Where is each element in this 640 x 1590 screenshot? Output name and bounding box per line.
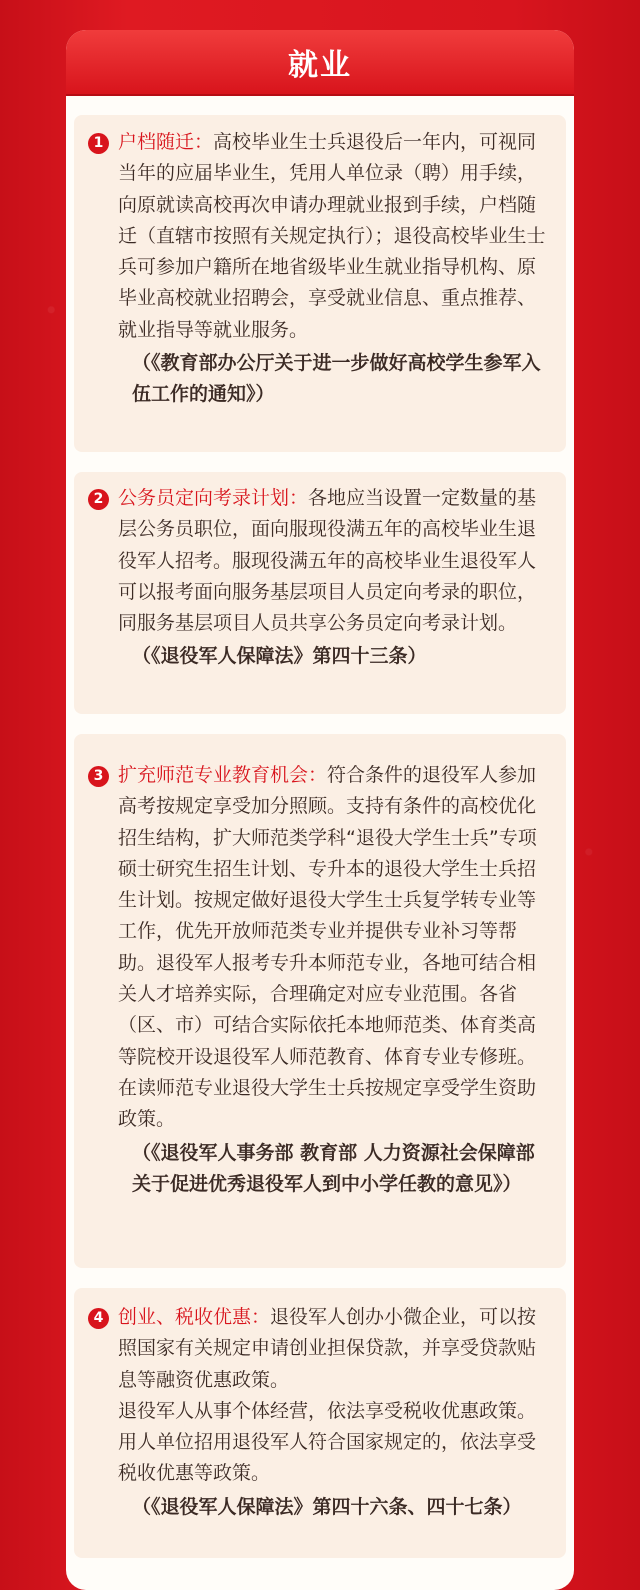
policy-text: 各地应当设置一定数量的基层公务员职位，面向服现役满五年的高校毕业生退役军人招考。服现役满五年的高校毕业生退役军人可以报考面向服务基层项目人员定向考录的职位，同服务基层项目人员共享公务员定向考录计划。 (118, 487, 537, 635)
policy-paragraph (88, 127, 554, 346)
policy-label: 公务员定向考录计划： (118, 487, 309, 509)
policy-text: 退役军人创办小微企业，可以按照国家有关规定申请创业担保贷款，并享受贷款贴息等融资优惠政策。 (118, 1306, 537, 1391)
policy-paragraph (88, 1302, 554, 1396)
policy-label: 创业、税收优惠： (118, 1306, 271, 1328)
policy-paragraph (88, 483, 554, 639)
policy-item-entrepreneurship-tax (74, 1288, 566, 1558)
item-number-badge: 3 (88, 766, 109, 787)
policy-text: 符合条件的退役军人参加高考按规定享受加分照顾。支持有条件的高校优化招生结构，扩大师范类学科“退役大学生士兵”专项硕士研究生招生计划、专升本的退役大学生士兵招生计划。按规定做好退役大学生士兵复学转专业等工作，优先开放师范类专业并提供专业补习等帮助。退役军人报考专升本师范专业，各地可结合相关人才培养实际，合理确定对应专业范围。各省（区、市）可结合实际依托本地师范类、体育类高等院校开设退役军人师范教育、体育专业专修班。在读师范专业退役大学生士兵按规定享受学生资助政策。 (118, 764, 537, 1131)
policy-item-civil-servant-plan (74, 472, 566, 714)
policy-source: （《退役军人保障法》第四十三条） (132, 645, 427, 668)
policy-source: （《退役军人事务部 教育部 人力资源社会保障部 关于促进优秀退役军人到中小学任教的意见》） (132, 1141, 535, 1195)
item-number-badge: 4 (88, 1308, 109, 1329)
policy-paragraph (88, 760, 554, 1136)
policy-text-continued: 退役军人从事个体经营，依法享受税收优惠政策。用人单位招用退役军人符合国家规定的，依法享受税收优惠等政策。 (118, 1399, 537, 1485)
policy-item-household-transfer (74, 115, 566, 452)
page-title: 就业 (288, 48, 352, 83)
policy-source: （《退役军人保障法》第四十六条、四十七条） (132, 1495, 522, 1518)
policy-label: 扩充师范专业教育机会： (118, 764, 328, 786)
policy-text: 高校毕业生士兵退役后一年内，可视同当年的应届毕业生，凭用人单位录（聘）用手续，向原就读高校再次申请办理就业报到手续，户档随迁（直辖市按照有关规定执行）；退役高校毕业生士兵可参加户籍所在地省级毕业生就业指导机构、原毕业高校就业招聘会，享受就业信息、重点推荐、就业指导等就业服务。 (118, 131, 546, 341)
item-number-badge: 2 (88, 489, 109, 510)
policy-label: 户档随迁： (118, 131, 214, 153)
policy-item-teacher-education (74, 734, 566, 1268)
policy-source: （《教育部办公厅关于进一步做好高校学生参军入伍工作的通知》） (132, 352, 541, 406)
card-header (66, 30, 574, 96)
item-number-badge: 1 (88, 133, 109, 154)
